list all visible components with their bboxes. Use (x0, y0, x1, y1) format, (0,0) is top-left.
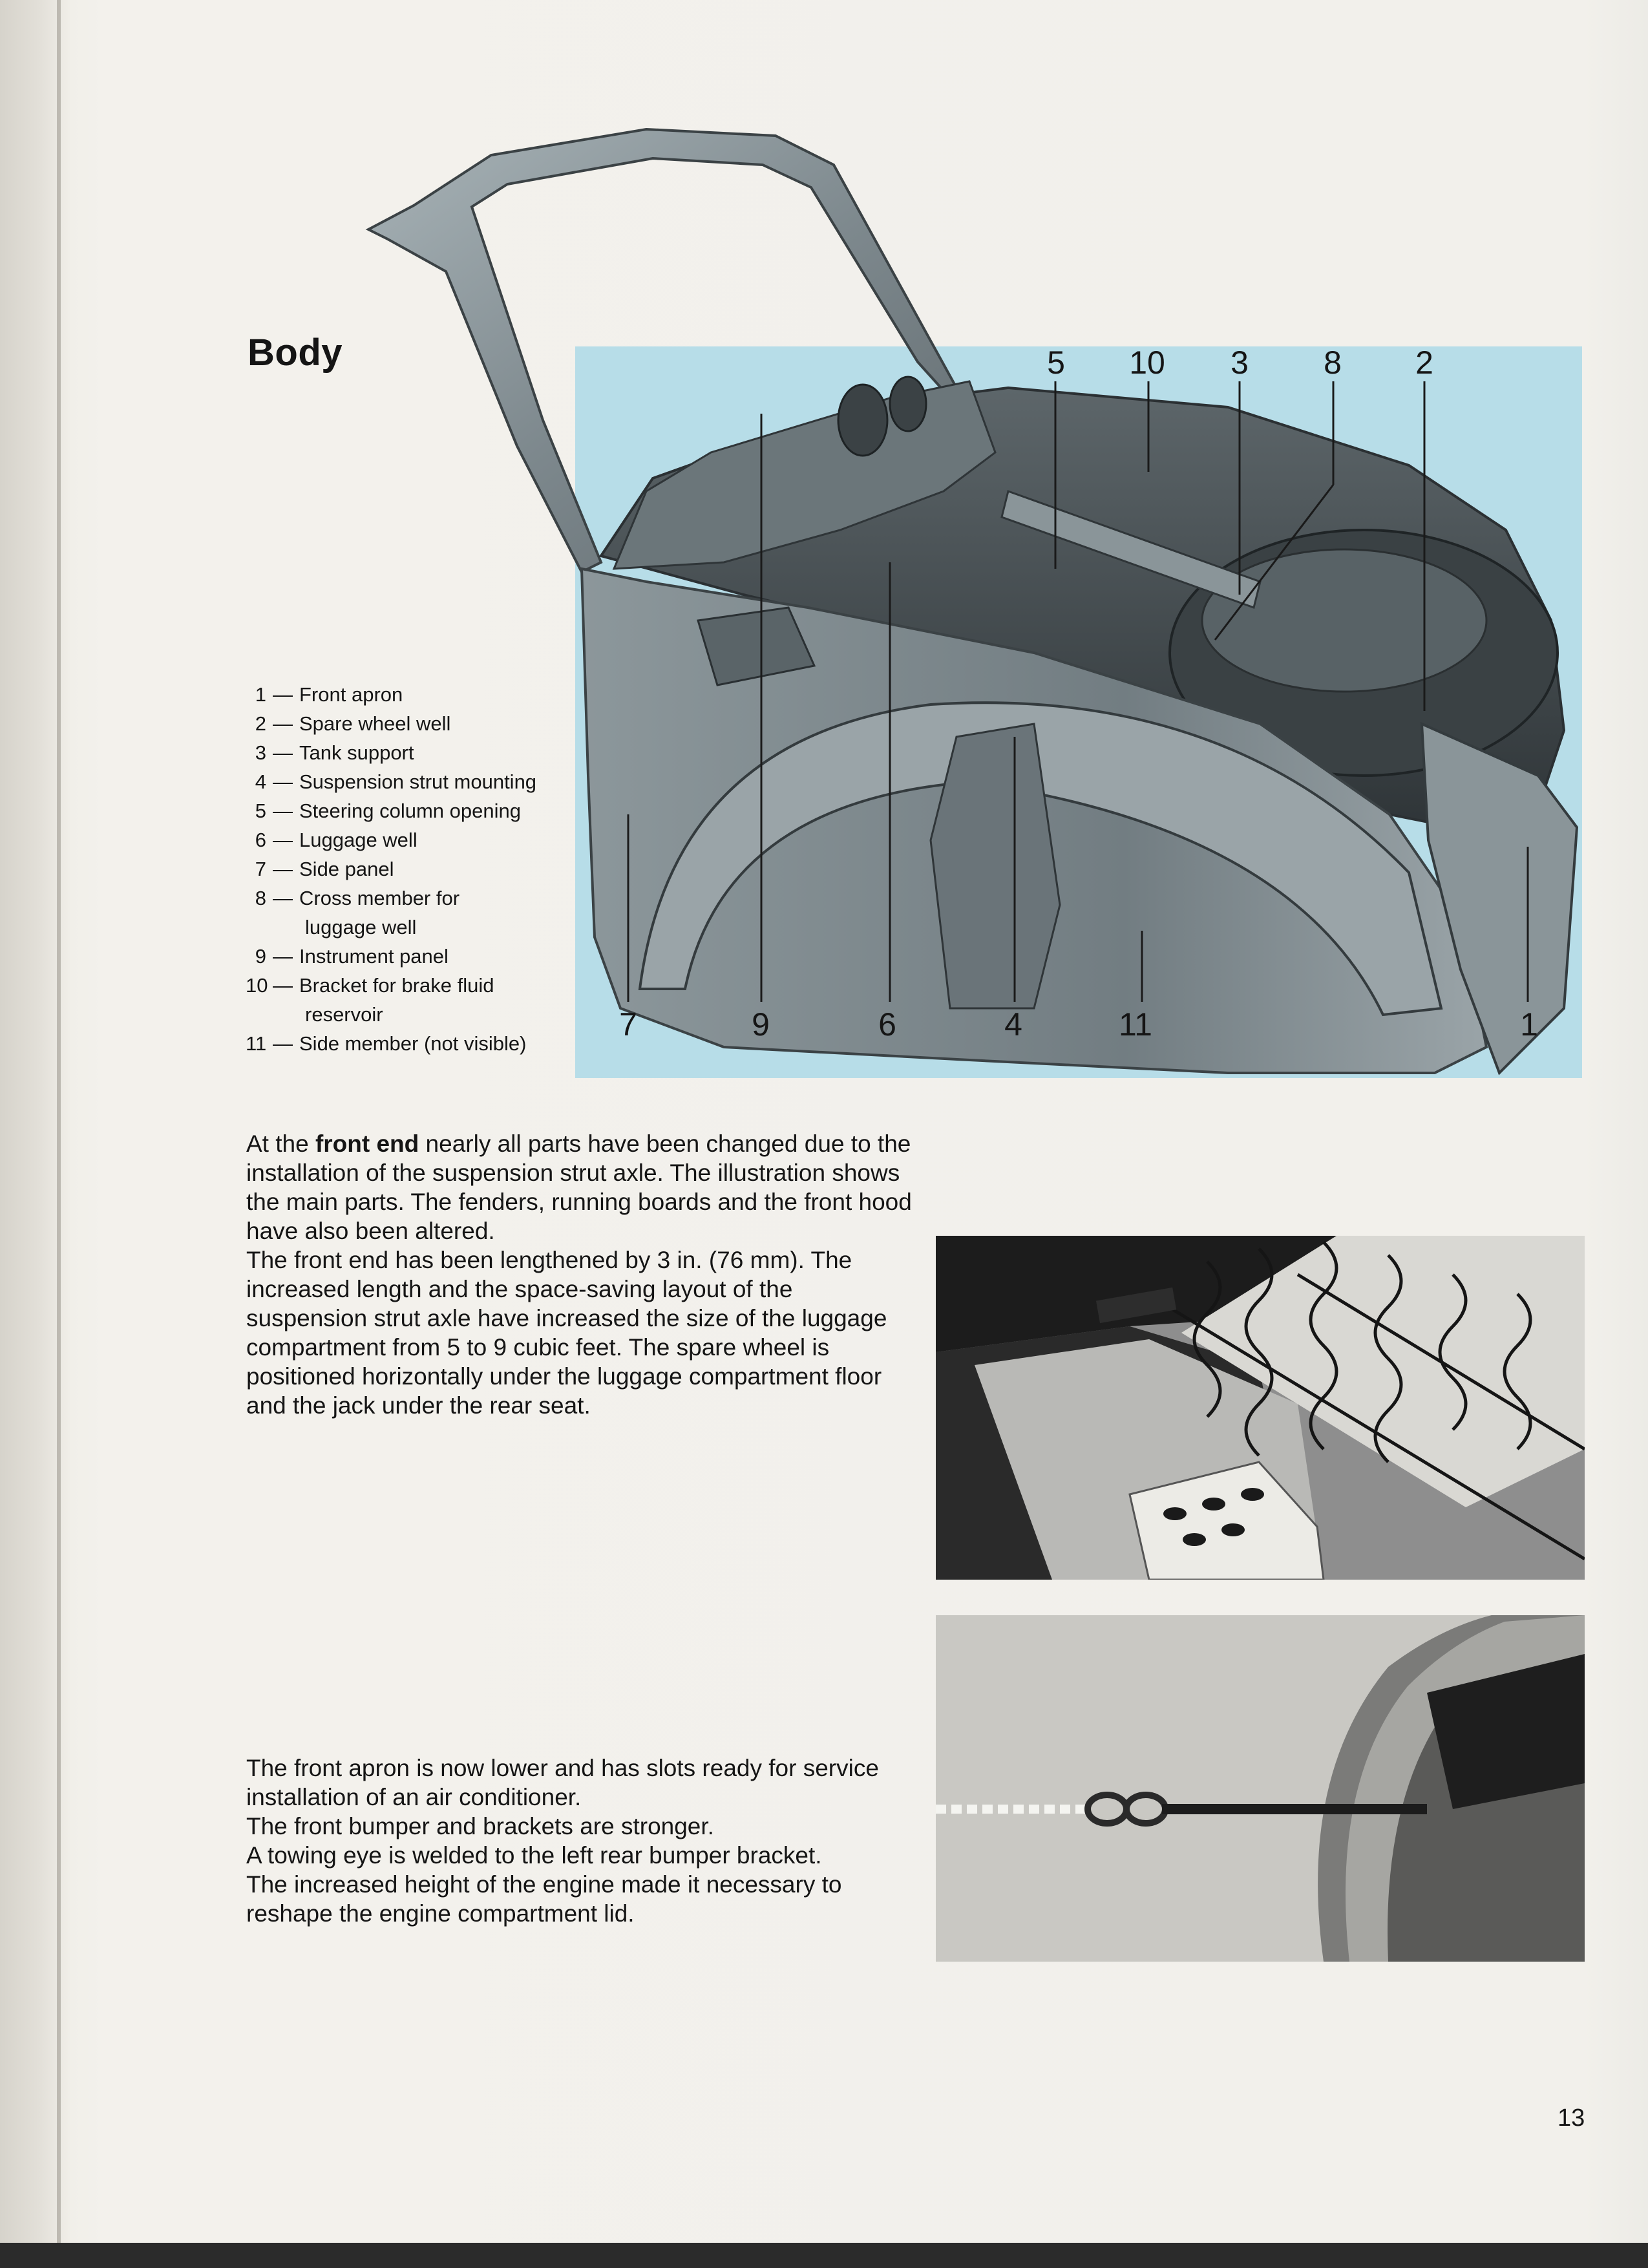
legend-label: Tank support (299, 741, 414, 764)
legend-dash: — (273, 683, 293, 706)
legend-number: 11 (246, 1032, 267, 1055)
legend-number: 9 (255, 945, 266, 968)
legend-label: Front apron (299, 683, 403, 706)
paragraph: A towing eye is welded to the left rear bumper bracket. (246, 1842, 822, 1869)
callout-label: 6 (878, 1006, 896, 1043)
legend-label: Side member (not visible) (299, 1032, 527, 1055)
legend-number: 7 (255, 858, 266, 880)
legend-dash: — (273, 800, 293, 822)
legend-number: 6 (255, 829, 266, 851)
callout-label: 5 (1047, 344, 1065, 381)
callout-label: 1 (1520, 1006, 1538, 1043)
legend-number: 1 (255, 683, 266, 706)
gauge-opening (890, 377, 926, 431)
legend-label: Side panel (299, 858, 394, 880)
legend-label: Steering column opening (299, 800, 521, 822)
emphasis: front end (315, 1130, 419, 1157)
legend-label: Luggage well (299, 829, 417, 851)
legend-number: 8 (255, 887, 266, 909)
legend-number: 10 (246, 974, 268, 997)
callout-label: 4 (1004, 1006, 1022, 1043)
callout-label: 3 (1231, 344, 1249, 381)
legend-label: Spare wheel well (299, 712, 451, 735)
text-run: At the (246, 1130, 315, 1157)
paragraph: The front bumper and brackets are stronger. (246, 1813, 714, 1839)
paragraph: The increased height of the engine made it necessary to reshape the engine compartment lid. (246, 1871, 842, 1927)
callout-label: 9 (752, 1006, 770, 1043)
paragraph: The front apron is now lower and has slots ready for service installation of an air conditioner. (246, 1755, 879, 1810)
paragraph: The front end has been lengthened by 3 in. (76 mm). The increased length and the space-saving layout of the suspension strut axle have increased the size of the luggage compartment from 5 to 9 cubic feet. The spare wheel is positioned horizontally under the luggage compartment floor and the jack under the rear seat. (246, 1247, 887, 1419)
legend-number: 5 (255, 800, 266, 822)
legend-dash: — (273, 712, 293, 735)
gauge-opening (838, 385, 887, 456)
legend-number: 4 (255, 770, 266, 793)
legend-dash: — (273, 974, 293, 997)
legend-number: 2 (255, 712, 266, 735)
legend-label: Cross member for (299, 887, 460, 909)
text-run: nearly all parts have been changed due to the installation of the suspension strut axle. The illustration shows the main parts. The fenders, running boards and the front hood have also been altered. (246, 1130, 912, 1244)
callout-label: 10 (1129, 344, 1165, 381)
legend-label: Suspension strut mounting (299, 770, 537, 793)
legend-dash: — (273, 829, 293, 851)
legend-dash: — (273, 858, 293, 880)
legend-number: 3 (255, 741, 266, 764)
legend-continuation: reservoir (305, 1003, 383, 1026)
legend-dash: — (273, 1032, 293, 1055)
legend-dash: — (273, 770, 293, 793)
callout-label: 11 (1119, 1006, 1152, 1043)
callout-label: 7 (619, 1006, 637, 1043)
luggage-compartment-photo (936, 1236, 1585, 1580)
towing-eye-photo (936, 1615, 1585, 1962)
front-end-description (246, 1129, 918, 1420)
scan-bottom-edge (0, 2243, 1648, 2268)
section-title: Body (248, 332, 343, 374)
callout-label: 2 (1415, 344, 1433, 381)
legend-label: Bracket for brake fluid (299, 974, 494, 997)
legend-dash: — (273, 945, 293, 968)
page-number: 13 (1558, 2104, 1585, 2132)
legend-label: Instrument panel (299, 945, 449, 968)
paragraph (246, 1129, 918, 1245)
apron-description (246, 1754, 918, 1928)
legend-dash: — (273, 887, 293, 909)
legend-continuation: luggage well (305, 916, 417, 938)
callout-label: 8 (1324, 344, 1342, 381)
strut-mounting (931, 724, 1060, 1008)
legend-dash: — (273, 741, 293, 764)
